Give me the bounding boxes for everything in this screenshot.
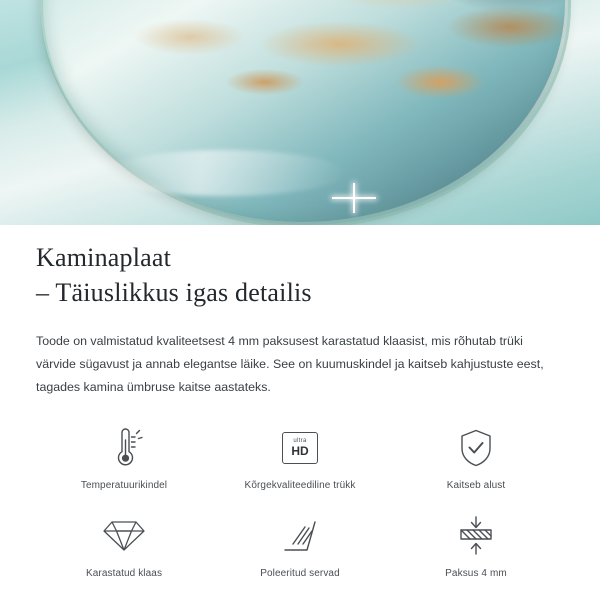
badge-bottom-text: HD	[291, 444, 309, 459]
thickness-arrows-icon	[453, 513, 499, 559]
feature-label: Temperatuurikindel	[80, 479, 168, 491]
polished-edges-icon	[277, 513, 323, 559]
shield-check-icon	[453, 425, 499, 471]
page-title-line-2: – Täiuslikkus igas detailis	[36, 277, 312, 307]
hero-image	[0, 0, 600, 225]
badge-top-text: ultra	[293, 438, 307, 445]
product-description-text: Toode on valmistatud kvaliteetsest 4 mm paksusest karastatud klaasist, mis rõhutab trüki värvide sügavust ja annab elegantse läike. See on kuumuskindel ja kaitseb kahjustuste eest, tagades kamina ümbruse kaitse aastateks.	[36, 334, 544, 395]
feature-label: Karastatud klaas	[85, 567, 163, 579]
feature-item-temperature	[36, 425, 212, 491]
feature-label: Poleeritud servad	[260, 567, 340, 579]
thermometer-icon	[101, 425, 147, 471]
feature-item-thickness	[388, 513, 564, 579]
feature-label: Kaitseb alust	[446, 479, 506, 491]
feature-grid	[36, 425, 564, 579]
feature-item-protection	[388, 425, 564, 491]
feature-item-print-quality	[212, 425, 388, 491]
feature-item-tempered-glass	[36, 513, 212, 579]
feature-label: Kõrgekvaliteediline trükk	[244, 479, 356, 491]
page-title-line-1: Kaminaplaat	[36, 243, 172, 272]
feature-label: Paksus 4 mm	[445, 567, 507, 579]
content-area	[0, 225, 600, 579]
ultra-hd-badge-icon	[277, 425, 323, 471]
feature-item-polished-edges	[212, 513, 388, 579]
diamond-icon	[101, 513, 147, 559]
page-title	[36, 225, 564, 310]
